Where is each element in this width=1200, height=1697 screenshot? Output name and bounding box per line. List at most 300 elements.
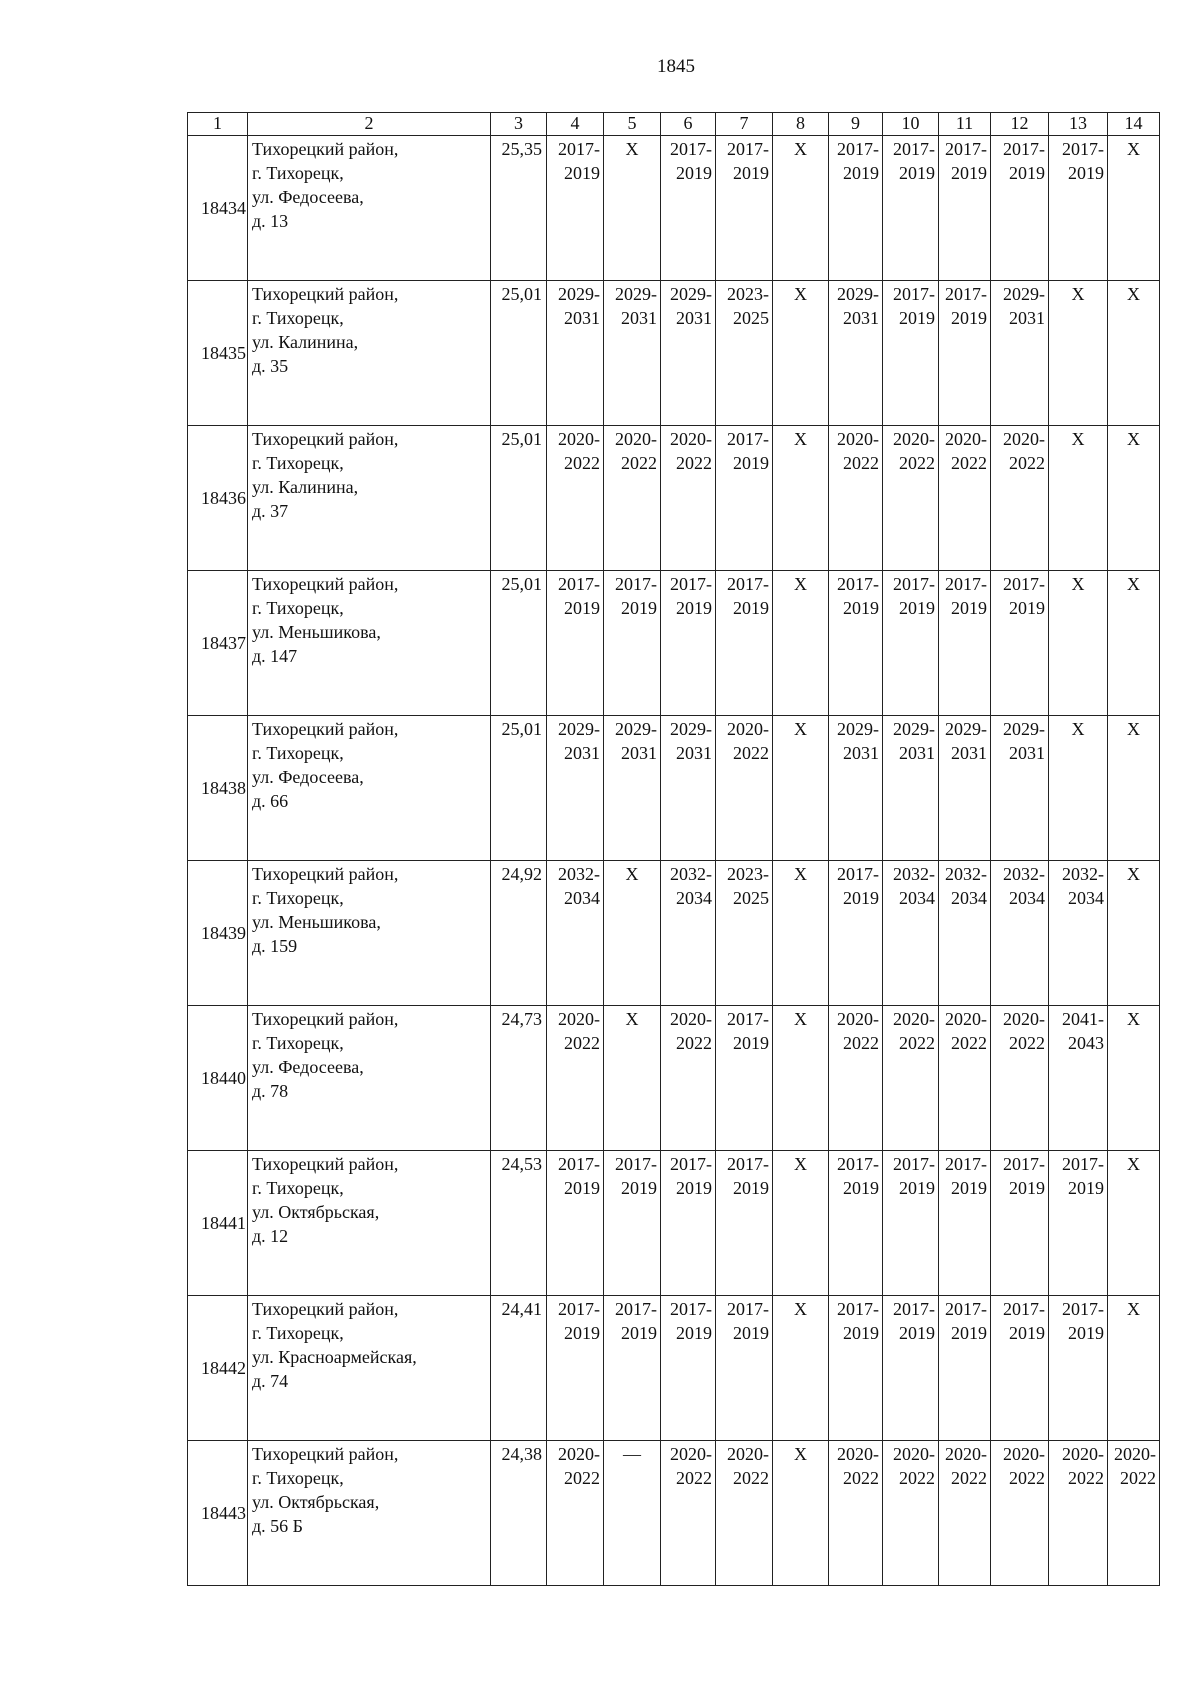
not-applicable-mark: X [1071,719,1085,739]
not-applicable-mark: X [1071,284,1085,304]
period-value: 2017- 2019 [1003,139,1045,183]
period-value: 2017- 2019 [670,1299,712,1343]
column-8-cell [773,1296,829,1441]
column-8-cell [773,136,829,281]
column-number-14: 14 [1108,113,1160,136]
column-11-cell [939,1296,991,1441]
address-line: г. Тихорецк, [252,1033,344,1053]
column-13-cell [1049,1006,1108,1151]
column-6-cell [661,426,716,571]
column-9-cell [829,1296,883,1441]
column-5-cell [604,426,661,571]
period-value: 2017- 2019 [558,139,600,183]
column-11-cell [939,1006,991,1151]
address-line: ул. Калинина, [252,477,359,497]
column-14-cell [1108,1151,1160,1296]
column-number-1: 1 [188,113,248,136]
period-value: 2020- 2022 [727,719,769,763]
period-value: 2029- 2031 [945,719,987,763]
period-value: 2020- 2022 [1003,1444,1045,1488]
column-14-cell [1108,571,1160,716]
column-4-cell [547,426,604,571]
address-line: г. Тихорецк, [252,888,344,908]
address-line: д. 159 [252,936,298,956]
column-12-cell [991,1006,1049,1151]
address-cell [248,1296,491,1441]
period-value: 2017- 2019 [727,1299,769,1343]
column-13-cell [1049,716,1108,861]
record-number: 18440 [188,1006,248,1151]
period-value: 2029- 2031 [670,719,712,763]
column-6-cell [661,1441,716,1586]
record-number: 18441 [188,1151,248,1296]
address-line: Тихорецкий район, [252,1299,399,1319]
record-number: 18438 [188,716,248,861]
column-12-cell [991,1441,1049,1586]
column-6-cell [661,861,716,1006]
address-cell [248,716,491,861]
column-7-cell [716,716,773,861]
column-9-cell [829,1441,883,1586]
period-value: 2017- 2019 [837,574,879,618]
column-14-cell [1108,1006,1160,1151]
column-13-cell [1049,1296,1108,1441]
column-4-cell [547,1151,604,1296]
period-value: 2032- 2034 [1003,864,1045,908]
period-value: 2017- 2019 [1003,1154,1045,1198]
area-value: 24,92 [491,861,547,1006]
column-9-cell [829,716,883,861]
column-11-cell [939,571,991,716]
column-9-cell [829,281,883,426]
not-applicable-mark: X [625,1009,639,1029]
column-6-cell [661,1151,716,1296]
period-value: 2017- 2019 [558,1154,600,1198]
column-8-cell [773,571,829,716]
period-value: 2029- 2031 [837,284,879,328]
period-value: 2032- 2034 [893,864,935,908]
column-10-cell [883,1296,939,1441]
column-7-cell [716,1296,773,1441]
column-12-cell [991,426,1049,571]
not-applicable-mark: X [625,864,639,884]
period-value: 2023- 2025 [727,864,769,908]
period-value: 2017- 2019 [1003,574,1045,618]
column-number-row [188,113,1160,136]
column-14-cell [1108,1441,1160,1586]
record-number: 18437 [188,571,248,716]
period-value: 2020- 2022 [670,1009,712,1053]
area-value: 24,41 [491,1296,547,1441]
column-number-11: 11 [939,113,991,136]
column-12-cell [991,716,1049,861]
table-row [188,1006,1160,1151]
column-12-cell [991,861,1049,1006]
column-4-cell [547,571,604,716]
table-row [188,1296,1160,1441]
not-applicable-mark: X [794,429,807,449]
column-9-cell [829,1151,883,1296]
record-number: 18439 [188,861,248,1006]
period-value: 2017- 2019 [945,1299,987,1343]
period-value: 2017- 2019 [1003,1299,1045,1343]
period-value: 2020- 2022 [893,429,935,473]
area-value: 24,73 [491,1006,547,1151]
period-value: 2020- 2022 [837,1444,879,1488]
period-value: 2020- 2022 [837,429,879,473]
column-10-cell [883,426,939,571]
period-value: 2017- 2019 [893,284,935,328]
period-value: 2017- 2019 [893,139,935,183]
column-7-cell [716,571,773,716]
column-14-cell [1108,1296,1160,1441]
address-line: г. Тихорецк, [252,1323,344,1343]
period-value: 2017- 2019 [893,574,935,618]
period-value: 2029- 2031 [615,719,657,763]
address-line: г. Тихорецк, [252,1468,344,1488]
not-applicable-mark: X [1127,429,1140,449]
page-number: 1845 [657,56,695,77]
table-row [188,426,1160,571]
not-applicable-mark: X [1127,1009,1140,1029]
period-value: 2020- 2022 [945,1444,987,1488]
period-value: 2032- 2034 [558,864,600,908]
column-9-cell [829,861,883,1006]
address-line: г. Тихорецк, [252,598,344,618]
address-line: Тихорецкий район, [252,429,399,449]
period-value: 2029- 2031 [615,284,657,328]
address-line: Тихорецкий район, [252,139,399,159]
column-14-cell [1108,716,1160,861]
period-value: 2041- 2043 [1062,1009,1104,1053]
period-value: 2017- 2019 [670,1154,712,1198]
period-value: 2032- 2034 [670,864,712,908]
period-value: 2020- 2022 [670,1444,712,1488]
period-value: 2020- 2022 [893,1009,935,1053]
period-value: 2017- 2019 [945,139,987,183]
column-number-10: 10 [883,113,939,136]
column-6-cell [661,716,716,861]
address-line: ул. Федосеева, [252,767,364,787]
not-applicable-mark: X [794,1154,807,1174]
column-10-cell [883,716,939,861]
address-line: ул. Федосеева, [252,1057,364,1077]
period-value: 2032- 2034 [1062,864,1104,908]
column-13-cell [1049,136,1108,281]
period-value: 2020- 2022 [893,1444,935,1488]
address-line: ул. Октябрьская, [252,1202,380,1222]
address-line: г. Тихорецк, [252,1178,344,1198]
address-cell [248,571,491,716]
column-14-cell [1108,426,1160,571]
area-value: 24,53 [491,1151,547,1296]
period-value: 2029- 2031 [1003,719,1045,763]
period-value: 2017- 2019 [615,574,657,618]
address-line: д. 37 [252,501,289,521]
column-11-cell [939,1441,991,1586]
column-7-cell [716,426,773,571]
column-number-2: 2 [248,113,491,136]
period-value: 2017- 2019 [670,574,712,618]
not-applicable-mark: X [1071,429,1085,449]
address-line: Тихорецкий район, [252,574,399,594]
period-value: 2020- 2022 [1003,429,1045,473]
column-8-cell [773,426,829,571]
period-value: 2017- 2019 [837,864,879,908]
column-7-cell [716,1006,773,1151]
period-value: 2020- 2022 [1062,1444,1104,1488]
column-4-cell [547,136,604,281]
area-value: 25,01 [491,281,547,426]
column-13-cell [1049,1151,1108,1296]
address-cell [248,426,491,571]
not-applicable-mark: X [794,864,807,884]
period-value: 2029- 2031 [558,284,600,328]
period-value: 2017- 2019 [727,574,769,618]
column-13-cell [1049,1441,1108,1586]
period-value: 2017- 2019 [727,1009,769,1053]
not-applicable-mark: X [1127,1154,1140,1174]
address-line: ул. Меньшикова, [252,622,381,642]
column-7-cell [716,136,773,281]
not-applicable-mark: X [794,284,807,304]
address-line: ул. Красноармейская, [252,1347,417,1367]
column-5-cell [604,1296,661,1441]
period-value: 2017- 2019 [727,429,769,473]
period-value: 2020- 2022 [615,429,657,473]
address-line: г. Тихорецк, [252,453,344,473]
column-10-cell [883,136,939,281]
record-number: 18435 [188,281,248,426]
period-value: 2023- 2025 [727,284,769,328]
column-number-12: 12 [991,113,1049,136]
period-value: 2020- 2022 [945,1009,987,1053]
column-5-cell [604,1006,661,1151]
period-value: 2020- 2022 [1114,1444,1156,1488]
housing-register-table [187,112,1160,1586]
address-cell [248,281,491,426]
not-applicable-mark: X [625,139,639,159]
address-line: д. 12 [252,1226,289,1246]
period-value: 2017- 2019 [945,1154,987,1198]
period-value: 2017- 2019 [837,139,879,183]
period-value: 2017- 2019 [615,1154,657,1198]
column-number-5: 5 [604,113,661,136]
address-line: Тихорецкий район, [252,284,399,304]
column-5-cell [604,136,661,281]
period-value: 2020- 2022 [558,1444,600,1488]
column-14-cell [1108,281,1160,426]
address-line: д. 66 [252,791,289,811]
column-8-cell [773,861,829,1006]
table-row [188,716,1160,861]
period-value: 2029- 2031 [893,719,935,763]
record-number: 18442 [188,1296,248,1441]
period-value: 2017- 2019 [727,1154,769,1198]
not-applicable-mark: X [1127,574,1140,594]
column-number-13: 13 [1049,113,1108,136]
address-cell [248,861,491,1006]
column-8-cell [773,1441,829,1586]
area-value: 25,01 [491,426,547,571]
period-value: 2017- 2019 [837,1299,879,1343]
address-line: д. 74 [252,1371,289,1391]
column-12-cell [991,1296,1049,1441]
column-number-6: 6 [661,113,716,136]
column-6-cell [661,281,716,426]
column-4-cell [547,1006,604,1151]
period-value: 2029- 2031 [1003,284,1045,328]
column-4-cell [547,281,604,426]
column-12-cell [991,281,1049,426]
table-row [188,571,1160,716]
column-10-cell [883,861,939,1006]
column-number-9: 9 [829,113,883,136]
column-11-cell [939,716,991,861]
column-12-cell [991,1151,1049,1296]
column-11-cell [939,136,991,281]
column-number-4: 4 [547,113,604,136]
address-line: д. 78 [252,1081,289,1101]
column-10-cell [883,1006,939,1151]
not-applicable-mark: X [794,719,807,739]
column-9-cell [829,136,883,281]
period-value: 2017- 2019 [670,139,712,183]
not-applicable-mark: X [1127,1299,1140,1319]
column-6-cell [661,571,716,716]
column-10-cell [883,1441,939,1586]
period-value: 2017- 2019 [1062,1299,1104,1343]
record-number: 18443 [188,1441,248,1586]
column-13-cell [1049,861,1108,1006]
period-value: 2029- 2031 [670,284,712,328]
column-5-cell [604,281,661,426]
column-4-cell [547,861,604,1006]
column-4-cell [547,716,604,861]
column-10-cell [883,1151,939,1296]
column-6-cell [661,1296,716,1441]
table-row [188,281,1160,426]
address-line: Тихорецкий район, [252,719,399,739]
not-applicable-mark: X [794,1299,807,1319]
period-value: 2029- 2031 [837,719,879,763]
column-12-cell [991,571,1049,716]
address-cell [248,1441,491,1586]
column-7-cell [716,861,773,1006]
column-5-cell [604,571,661,716]
period-value: 2020- 2022 [1003,1009,1045,1053]
address-line: Тихорецкий район, [252,1154,399,1174]
column-14-cell [1108,861,1160,1006]
column-8-cell [773,1006,829,1151]
column-number-3: 3 [491,113,547,136]
not-applicable-mark: X [794,1444,807,1464]
column-7-cell [716,281,773,426]
column-5-cell [604,716,661,861]
dash-mark: — [623,1444,641,1464]
column-5-cell [604,1441,661,1586]
address-line: д. 147 [252,646,298,666]
period-value: 2020- 2022 [837,1009,879,1053]
column-11-cell [939,861,991,1006]
not-applicable-mark: X [794,139,807,159]
area-value: 24,38 [491,1441,547,1586]
address-line: г. Тихорецк, [252,163,344,183]
column-5-cell [604,1151,661,1296]
period-value: 2017- 2019 [1062,1154,1104,1198]
address-cell [248,136,491,281]
column-number-7: 7 [716,113,773,136]
period-value: 2017- 2019 [893,1299,935,1343]
column-9-cell [829,1006,883,1151]
column-11-cell [939,426,991,571]
period-value: 2017- 2019 [893,1154,935,1198]
address-line: ул. Калинина, [252,332,359,352]
address-line: Тихорецкий район, [252,864,399,884]
period-value: 2020- 2022 [945,429,987,473]
area-value: 25,01 [491,571,547,716]
period-value: 2020- 2022 [670,429,712,473]
column-9-cell [829,571,883,716]
record-number: 18436 [188,426,248,571]
column-11-cell [939,1151,991,1296]
address-line: г. Тихорецк, [252,743,344,763]
area-value: 25,01 [491,716,547,861]
period-value: 2017- 2019 [945,574,987,618]
not-applicable-mark: X [794,574,807,594]
column-9-cell [829,426,883,571]
table-row [188,1151,1160,1296]
not-applicable-mark: X [1127,284,1140,304]
address-line: ул. Октябрьская, [252,1492,380,1512]
address-line: Тихорецкий район, [252,1009,399,1029]
period-value: 2017- 2019 [945,284,987,328]
period-value: 2020- 2022 [727,1444,769,1488]
address-line: Тихорецкий район, [252,1444,399,1464]
column-13-cell [1049,571,1108,716]
column-8-cell [773,1151,829,1296]
column-7-cell [716,1151,773,1296]
period-value: 2020- 2022 [558,429,600,473]
period-value: 2029- 2031 [558,719,600,763]
period-value: 2017- 2019 [837,1154,879,1198]
column-11-cell [939,281,991,426]
table-row [188,861,1160,1006]
column-8-cell [773,281,829,426]
column-10-cell [883,571,939,716]
address-line: ул. Меньшикова, [252,912,381,932]
record-number: 18434 [188,136,248,281]
not-applicable-mark: X [1127,719,1140,739]
column-4-cell [547,1296,604,1441]
column-12-cell [991,136,1049,281]
period-value: 2032- 2034 [945,864,987,908]
table-row [188,136,1160,281]
address-cell [248,1151,491,1296]
not-applicable-mark: X [1127,139,1140,159]
not-applicable-mark: X [794,1009,807,1029]
column-5-cell [604,861,661,1006]
address-line: г. Тихорецк, [252,308,344,328]
column-6-cell [661,136,716,281]
address-line: д. 35 [252,356,289,376]
column-14-cell [1108,136,1160,281]
column-4-cell [547,1441,604,1586]
period-value: 2017- 2019 [558,1299,600,1343]
column-7-cell [716,1441,773,1586]
column-6-cell [661,1006,716,1151]
column-13-cell [1049,281,1108,426]
